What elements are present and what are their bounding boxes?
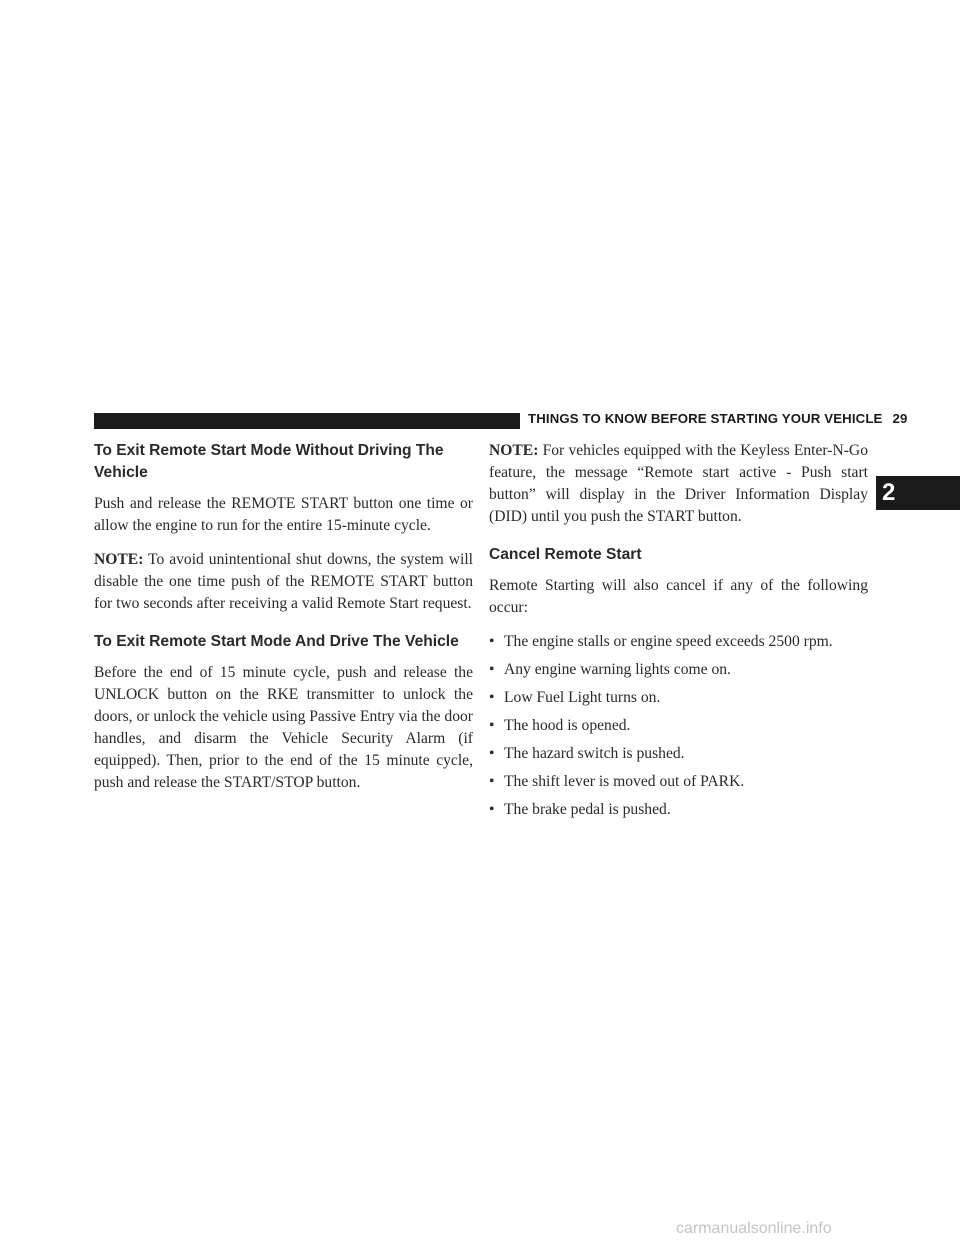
- note-paragraph-left: [94, 549, 473, 615]
- cancel-conditions-list: [489, 631, 868, 821]
- left-column: [94, 440, 473, 806]
- list-item: • The brake pedal is pushed.: [489, 799, 868, 821]
- note-label: NOTE:: [489, 442, 539, 459]
- section-heading-cancel-remote-start: Cancel Remote Start: [489, 546, 642, 563]
- page-number: 29: [892, 411, 908, 426]
- bullet-icon: •: [489, 717, 495, 734]
- paragraph-exit-without-driving: Push and release the REMOTE START button one time or allow the engine to run for the entire 15-minute cycle.: [94, 495, 473, 534]
- header-bar: [94, 413, 520, 429]
- chapter-number: 2: [882, 479, 896, 506]
- list-item: • The shift lever is moved out of PARK.: [489, 771, 868, 793]
- bullet-icon: •: [489, 773, 495, 790]
- watermark: carmanualsonline.info: [676, 1220, 832, 1237]
- note-paragraph-right: [489, 440, 868, 528]
- note-label: NOTE:: [94, 551, 144, 568]
- running-header: [528, 411, 907, 426]
- list-item: • The hood is opened.: [489, 715, 868, 737]
- note-text: For vehicles equipped with the Keyless Enter-N-Go feature, the message “Remote start active - Push start button” will display in the Driver Information Display (DID) until you push the START button.: [489, 442, 868, 525]
- paragraph-exit-and-drive: Before the end of 15 minute cycle, push and release the UNLOCK button on the RKE transmitter to unlock the doors, or unlock the vehicle using Passive Entry via the door handles, and disarm the Vehicle Security Alarm (if equipped). Then, prior to the end of the 15 minute cycle, push and release the START/STOP button.: [94, 664, 473, 791]
- bullet-icon: •: [489, 801, 495, 818]
- header-title: THINGS TO KNOW BEFORE STARTING YOUR VEHICLE: [528, 411, 883, 426]
- section-heading-exit-and-drive: To Exit Remote Start Mode And Drive The Vehicle: [94, 633, 459, 650]
- paragraph-cancel-intro: Remote Starting will also cancel if any of the following occur:: [489, 577, 868, 616]
- bullet-icon: •: [489, 745, 495, 762]
- note-text: To avoid unintentional shut downs, the system will disable the one time push of the REMOTE START button for two seconds after receiving a valid Remote Start request.: [94, 551, 473, 612]
- right-column: [489, 440, 868, 827]
- list-item: • Low Fuel Light turns on.: [489, 687, 868, 709]
- list-item: • Any engine warning lights come on.: [489, 659, 868, 681]
- chapter-tab: [876, 476, 960, 510]
- list-item: • The hazard switch is pushed.: [489, 743, 868, 765]
- bullet-icon: •: [489, 689, 495, 706]
- section-heading-exit-without-driving: To Exit Remote Start Mode Without Driving The Vehicle: [94, 442, 444, 481]
- list-item: • The engine stalls or engine speed exceeds 2500 rpm.: [489, 631, 868, 653]
- bullet-icon: •: [489, 661, 495, 678]
- bullet-icon: •: [489, 633, 495, 650]
